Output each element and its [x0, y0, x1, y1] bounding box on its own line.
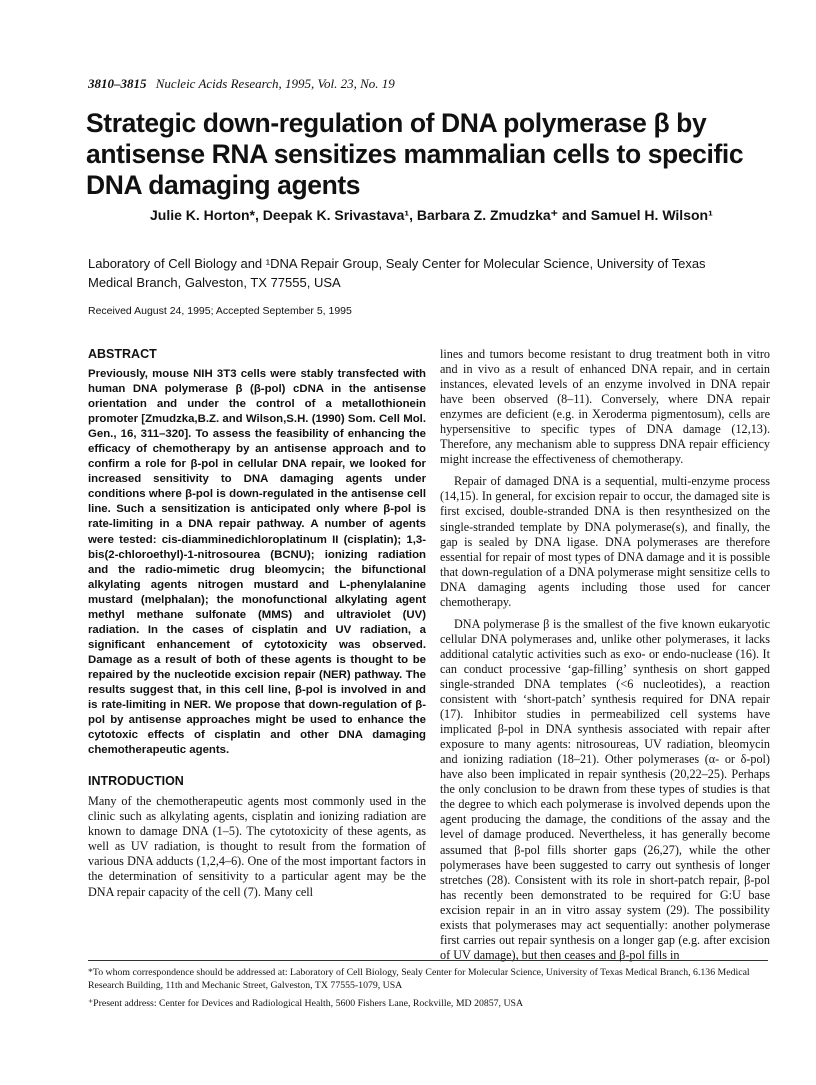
journal-citation: Nucleic Acids Research, 1995, Vol. 23, No. 19: [155, 76, 395, 91]
abstract-heading: ABSTRACT: [88, 347, 157, 361]
abstract-text: Previously, mouse NIH 3T3 cells were stably transfected with human DNA polymerase β (β-pol) cDNA in the antisense orientation and under the control of a metallothionein promoter [Zmudzka,B.Z. and Wilson,S.H. (1990) Som. Cell Mol. Gen., 16, 311–320]. To assess the feasibility of enhancing the efficacy of chemotherapy by an antisense approach and to confirm a role for β-pol in cellular DNA repair, we looked for increased sensitivity to DNA damaging agents under conditions where β-pol is down-regulated in the antisense cell line. Such a sensitization is anticipated only where β-pol is rate-limiting in a DNA repair pathway. A number of agents were tested: cis-diamminedichloroplatinum II (cisplatin); 1,3-bis(2-chloroethyl)-1-nitrosourea (BCNU); ionizing radiation and the radio-mimetic drug bleomycin; the bifunctional alkylating agents nitrogen mustard and L-phenylalanine mustard (melphalan); the monofunctional alkylating agent methyl methane sulfonate (MMS) and ultraviolet (UV) radiation. In the cases of cisplatin and UV radiation, a significant enhancement of cytotoxicity was observed. Damage as a result of both of these agents is thought to be repaired by the nucleotide excision repair (NER) pathway. The results suggest that, in this cell line, β-pol is involved in and is rate-limiting in NER. We propose that down-regulation of β-pol by antisense approaches might be used to enhance the cytotoxic effects of cisplatin and other DNA damaging chemotherapeutic agents.: [88, 368, 426, 757]
author-list: Julie K. Horton*, Deepak K. Srivastava¹, Barbara Z. Zmudzka⁺ and Samuel H. Wilson¹: [150, 207, 713, 223]
footnotes: [88, 966, 768, 1015]
right-column: [440, 347, 770, 963]
article-title: Strategic down-regulation of DNA polymerase β by antisense RNA sensitizes mammalian cells to specific DNA damaging agents: [86, 108, 744, 200]
received-dates: Received August 24, 1995; Accepted September 5, 1995: [88, 305, 352, 317]
introduction-paragraph: Many of the chemotherapeutic agents most commonly used in the clinic such as alkylating agents, cisplatin and ionizing radiation are known to damage DNA (1–5). The cytotoxicity of these agents, as well as UV radiation, is thought to result from the formation of various DNA adducts (1,2,4–6). One of the most important factors in the determination of sensitivity to a particular agent may be the DNA repair capacity of the cell (7). Many cell: [88, 794, 426, 899]
left-column: [88, 347, 426, 900]
body-paragraph-3: DNA polymerase β is the smallest of the five known eukaryotic cellular DNA polymerases and, unlike other polymerases, it lacks additional catalytic activities such as exo- or endo-nuclease (16). It can conduct processive ‘gap-filling’ synthesis on short gapped single-stranded DNA templates (<6 nucleotides), a reaction consistent with ‘short-patch’ synthesis required for DNA repair (17). Inhibitor studies in permeabilized cell systems have implicated β-pol in DNA synthesis associated with repair after exposure to many agents: nitrosoureas, UV radiation, bleomycin and ionizing radiation (18–21). Other polymerases (α- or δ-pol) have also been implicated in repair synthesis (20,22–25). Perhaps the only conclusion to be drawn from these types of studies is that the degree to which each polymerase is involved depends upon the agent producing the damage, the conditions of the assay and the level of damage produced. Nevertheless, it has generally become assumed that β-pol fills shorter gaps (26,27), while the other polymerases have been suggested to carry out synthesis of longer stretches (28). Consistent with its role in short-patch repair, β-pol has recently been demonstrated to be required for G:U base excision repair in an in vitro assay system (29). The possibility exists that polymerases may act sequentially: another polymerase first carries out repair synthesis on a longer gap (e.g. after excision of UV damage), but then ceases and β-pol fills in: [440, 616, 770, 962]
footnote-divider: [88, 960, 768, 961]
body-paragraph-1: lines and tumors become resistant to drug treatment both in vitro and in vivo as a result of enhanced DNA repair, and in certain instances, elevated levels of an enzyme involved in DNA repair have been observed (8–11). Conversely, where DNA repair enzymes are deficient (e.g. in Xeroderma pigmentosum), cells are hypersensitive to specific types of DNA damage (12,13). Therefore, any mechanism able to suppress DNA repair efficiency might increase the effectiveness of chemotherapy.: [440, 347, 770, 467]
present-address-footnote: ⁺Present address: Center for Devices and Radiological Health, 5600 Fishers Lane, Rockville, MD 20857, USA: [88, 998, 524, 1009]
page-range: 3810–3815: [88, 76, 147, 91]
affiliation: Laboratory of Cell Biology and ¹DNA Repair Group, Sealy Center for Molecular Science, University of Texas Medical Branch, Galveston, TX 77555, USA: [88, 256, 706, 290]
body-paragraph-2: Repair of damaged DNA is a sequential, multi-enzyme process (14,15). In general, for excision repair to occur, the damaged site is first excised, double-stranded DNA is then resynthesized on the single-stranded template by DNA polymerase(s), and finally, the gap is sealed by DNA ligase. DNA polymerases are therefore essential for repair of most types of DNA damage and it is possible that down-regulation of a DNA polymerase might sensitize cells to DNA damaging agents including those used for cancer chemotherapy.: [440, 474, 770, 609]
introduction-heading: INTRODUCTION: [88, 774, 184, 789]
correspondence-footnote: *To whom correspondence should be addressed at: Laboratory of Cell Biology, Sealy Center for Molecular Science, University of Texas Medical Branch, 6.136 Medical Research Building, 11th and Mechanic Street, Galveston, TX 77555-1079, USA: [88, 967, 750, 991]
journal-header: [88, 76, 395, 92]
